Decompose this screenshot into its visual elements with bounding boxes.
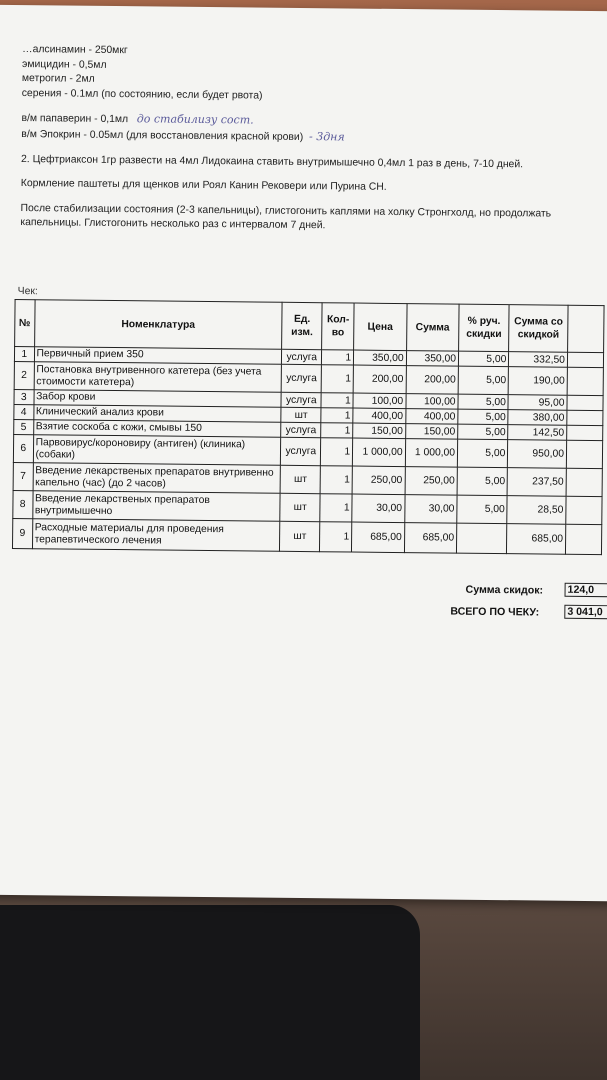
col-header-name: Номенклатура bbox=[34, 300, 282, 350]
row-total: 332,50 bbox=[509, 352, 568, 368]
row-sum: 30,00 bbox=[404, 495, 457, 524]
row-discount bbox=[456, 523, 507, 554]
row-price: 350,00 bbox=[354, 350, 407, 366]
row-sum: 100,00 bbox=[406, 394, 459, 410]
row-price: 685,00 bbox=[352, 522, 405, 553]
row-total: 142,50 bbox=[508, 425, 567, 441]
handwritten-note: - 3дня bbox=[308, 130, 345, 144]
row-number: 4 bbox=[14, 404, 34, 419]
invoice-table bbox=[12, 299, 605, 555]
note-text: в/м Эпокрин - 0.05мл (для восстановления красной крови) bbox=[21, 129, 304, 143]
row-unit: шт bbox=[280, 465, 320, 493]
row-discount: 5,00 bbox=[457, 495, 508, 524]
row-number: 3 bbox=[14, 389, 34, 404]
row-qty: 1 bbox=[321, 365, 353, 393]
row-sum: 350,00 bbox=[406, 351, 459, 367]
row-discount: 5,00 bbox=[458, 351, 509, 367]
invoice-paper bbox=[0, 5, 607, 902]
row-qty: 1 bbox=[320, 494, 352, 522]
note-line: метрогил - 2мл bbox=[21, 73, 95, 85]
handwritten-note: до стабилизу сост. bbox=[136, 112, 254, 127]
row-name: Введение лекарственых препаратов внутримышечно bbox=[32, 491, 280, 522]
row-number: 1 bbox=[14, 346, 34, 361]
note-paragraph: После стабилизации состояния (2-3 капельницы), глистогонить каплями на холку Стронгхолд, но продолжать капельницы. Глистогонить несколько раз с интервалом 7 дней. bbox=[20, 202, 552, 232]
grand-total-value: 3 041,0 bbox=[564, 605, 607, 620]
col-header-sum: Сумма bbox=[406, 304, 459, 352]
note-text: в/м папаверин - 0,1мл bbox=[21, 113, 129, 126]
grand-total-label: ВСЕГО ПО ЧЕКУ: bbox=[450, 605, 540, 619]
row-number: 6 bbox=[13, 434, 33, 462]
row-name: Введение лекарственых препаратов внутривенно капельно (час) (до 2 часов) bbox=[33, 463, 281, 494]
row-number: 7 bbox=[13, 462, 33, 490]
row-sum: 250,00 bbox=[405, 467, 458, 496]
dark-cloth bbox=[0, 905, 420, 1080]
row-unit: шт bbox=[281, 407, 321, 422]
discount-sum-value: 124,0 bbox=[565, 583, 607, 598]
row-total: 380,00 bbox=[508, 410, 567, 426]
row-qty: 1 bbox=[320, 522, 352, 552]
row-discount: 5,00 bbox=[458, 424, 509, 440]
row-price: 250,00 bbox=[352, 466, 405, 495]
col-header-price: Цена bbox=[354, 303, 407, 351]
row-extra bbox=[567, 395, 603, 410]
receipt-label: Чек: bbox=[17, 286, 38, 298]
row-extra bbox=[566, 440, 602, 468]
row-discount: 5,00 bbox=[457, 467, 508, 496]
row-extra bbox=[565, 524, 601, 554]
row-number: 9 bbox=[12, 518, 32, 548]
row-number: 8 bbox=[13, 490, 33, 518]
treatment-notes bbox=[20, 43, 597, 237]
row-total: 190,00 bbox=[508, 367, 567, 396]
table-row bbox=[12, 518, 601, 554]
col-header-unit: Ед. изм. bbox=[282, 302, 323, 349]
col-header-no: № bbox=[15, 299, 35, 346]
row-total: 28,50 bbox=[507, 496, 566, 525]
row-unit: услуга bbox=[281, 392, 321, 407]
row-discount: 5,00 bbox=[457, 439, 508, 468]
row-price: 400,00 bbox=[353, 408, 406, 424]
note-line: эмицидин - 0,5мл bbox=[21, 58, 107, 71]
row-qty: 1 bbox=[322, 350, 354, 365]
note-line: …алсинамин - 250мкг bbox=[22, 44, 128, 57]
row-unit: шт bbox=[280, 521, 320, 551]
row-discount: 5,00 bbox=[458, 409, 509, 425]
row-qty: 1 bbox=[320, 466, 352, 494]
row-discount: 5,00 bbox=[458, 366, 509, 395]
row-unit: услуга bbox=[282, 349, 322, 364]
row-name: Расходные материалы для проведения терапевтического лечения bbox=[32, 519, 280, 552]
row-price: 200,00 bbox=[353, 365, 406, 394]
row-unit: услуга bbox=[281, 364, 321, 392]
row-extra bbox=[566, 468, 602, 496]
row-price: 1 000,00 bbox=[353, 438, 406, 467]
row-name: Взятие соскоба с кожи, смывы 150 bbox=[33, 420, 281, 438]
row-price: 30,00 bbox=[352, 494, 405, 523]
row-sum: 400,00 bbox=[405, 409, 458, 425]
col-header-total: Сумма со скидкой bbox=[509, 305, 568, 353]
col-header-discount: % руч. скидки bbox=[459, 304, 510, 352]
row-extra bbox=[566, 496, 602, 524]
row-total: 950,00 bbox=[508, 440, 567, 469]
row-sum: 685,00 bbox=[404, 523, 457, 554]
row-unit: шт bbox=[280, 493, 320, 521]
note-paragraph: 2. Цефтриаксон 1гр развести на 4мл Лидокаина ставить внутримышечно 0,4мл 1 раз в день, 7-10 дней. bbox=[21, 153, 524, 170]
row-extra bbox=[567, 425, 603, 440]
row-total: 95,00 bbox=[508, 395, 567, 411]
row-qty: 1 bbox=[321, 393, 353, 408]
row-number: 2 bbox=[14, 361, 34, 389]
row-extra bbox=[567, 367, 603, 395]
row-unit: услуга bbox=[281, 422, 321, 437]
note-paragraph: Кормление паштеты для щенков или Роял Канин Рековери или Пурина CH. bbox=[20, 178, 387, 194]
col-header-qty: Кол-во bbox=[322, 303, 354, 350]
table-header-row bbox=[15, 299, 604, 352]
row-sum: 150,00 bbox=[405, 424, 458, 440]
row-qty: 1 bbox=[321, 408, 353, 423]
row-total: 685,00 bbox=[507, 524, 566, 555]
row-number: 5 bbox=[14, 419, 34, 434]
row-qty: 1 bbox=[321, 423, 353, 438]
row-price: 100,00 bbox=[353, 393, 406, 409]
col-header-extra bbox=[568, 305, 605, 352]
row-name: Клинический анализ крови bbox=[33, 405, 281, 423]
row-total: 237,50 bbox=[507, 468, 566, 497]
row-extra bbox=[567, 410, 603, 425]
row-discount: 5,00 bbox=[458, 394, 509, 410]
row-name: Забор крови bbox=[34, 390, 282, 408]
note-line: серения - 0.1мл (по состоянию, если будет рвота) bbox=[21, 87, 263, 102]
discount-sum-label: Сумма скидок: bbox=[465, 583, 544, 597]
row-price: 150,00 bbox=[353, 423, 406, 439]
row-extra bbox=[567, 352, 603, 367]
row-unit: услуга bbox=[281, 437, 321, 465]
row-sum: 200,00 bbox=[406, 366, 459, 395]
row-name: Парвовирус/короновиру (антиген) (клиника) (собаки) bbox=[33, 435, 281, 466]
row-qty: 1 bbox=[321, 438, 353, 466]
row-sum: 1 000,00 bbox=[405, 439, 458, 468]
row-name: Постановка внутривенного катетера (без учета стоимости катетера) bbox=[34, 362, 282, 393]
row-name: Первичный прием 350 bbox=[34, 347, 282, 365]
